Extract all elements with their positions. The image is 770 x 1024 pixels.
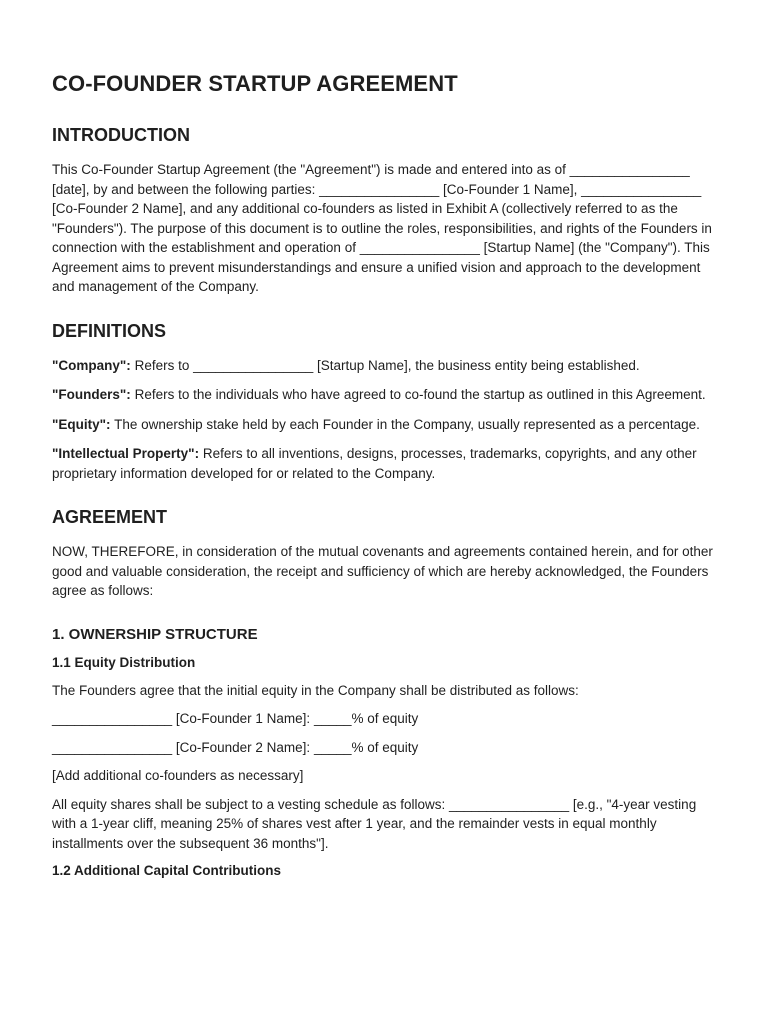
definition-term: "Intellectual Property":: [52, 446, 200, 461]
definition-text: Refers to all inventions, designs, processes, trademarks, copyrights, and any other proprietary information developed for or related to the Company.: [52, 446, 697, 481]
additional-cofounders-line: [Add additional co-founders as necessary]: [52, 768, 304, 783]
introduction-section: [52, 123, 718, 297]
introduction-body: This Co-Founder Startup Agreement (the "Agreement") is made and entered into as of ________________ [date], by and between the following parties: ________________ [Co-Founder 1 Name], ________________ [Co-Founder 2 Name], and any additional co-founders as listed in Exhibit A (collectively referred to as the "Founders"). The purpose of this document is to outline the roles, responsibilities, and rights of the Founders in connection with the establishment and operation of ________________ [Startup Name] (the "Company"). This Agreement aims to prevent misunderstandings and ensure a unified vision and approach to the development and management of the Company.: [52, 162, 712, 294]
ownership-section: [52, 625, 718, 881]
definition-intellectual-property: [52, 444, 718, 483]
definitions-heading: DEFINITIONS: [52, 320, 167, 341]
document-title: CO-FOUNDER STARTUP AGREEMENT: [52, 71, 458, 96]
definition-founders: [52, 385, 718, 405]
definition-term: "Company":: [52, 357, 131, 373]
vesting-schedule: All equity shares shall be subject to a vesting schedule as follows: ________________ [e.g., "4-year vesting with a 1-year cliff, meaning 25% of shares vest after 1 year, and the remainder vests in equal monthly installments over the subsequent 36 months"].: [52, 796, 697, 851]
cofounder1-equity-line: ________________ [Co-Founder 1 Name]: _____% of equity: [52, 711, 419, 726]
equity-distribution-heading: 1.1 Equity Distribution: [52, 654, 196, 670]
cofounder2-equity-line: ________________ [Co-Founder 2 Name]: _____% of equity: [52, 739, 419, 755]
definition-term: "Founders":: [52, 387, 131, 402]
ownership-heading: 1. OWNERSHIP STRUCTURE: [52, 625, 258, 643]
introduction-heading: INTRODUCTION: [52, 125, 190, 145]
equity-intro: The Founders agree that the initial equity in the Company shall be distributed as follows:: [52, 682, 579, 698]
definition-text: Refers to ________________ [Startup Name], the business entity being established.: [130, 357, 640, 373]
definition-text: The ownership stake held by each Founder in the Company, usually represented as a percentage.: [110, 416, 700, 432]
agreement-body: NOW, THEREFORE, in consideration of the mutual covenants and agreements contained herein, and for other good and valuable consideration, the receipt and sufficiency of which are hereby acknowledged, the Founders agree as follows:: [52, 544, 713, 598]
definitions-section: [52, 319, 718, 484]
definition-company: [52, 356, 718, 376]
agreement-section: [52, 505, 718, 601]
capital-contributions-heading: 1.2 Additional Capital Contributions: [52, 863, 281, 878]
definition-text: Refers to the individuals who have agreed to co-found the startup as outlined in this Agreement.: [130, 387, 706, 402]
definition-equity: [52, 415, 718, 435]
definition-term: "Equity":: [52, 416, 111, 432]
agreement-heading: AGREEMENT: [52, 507, 168, 527]
